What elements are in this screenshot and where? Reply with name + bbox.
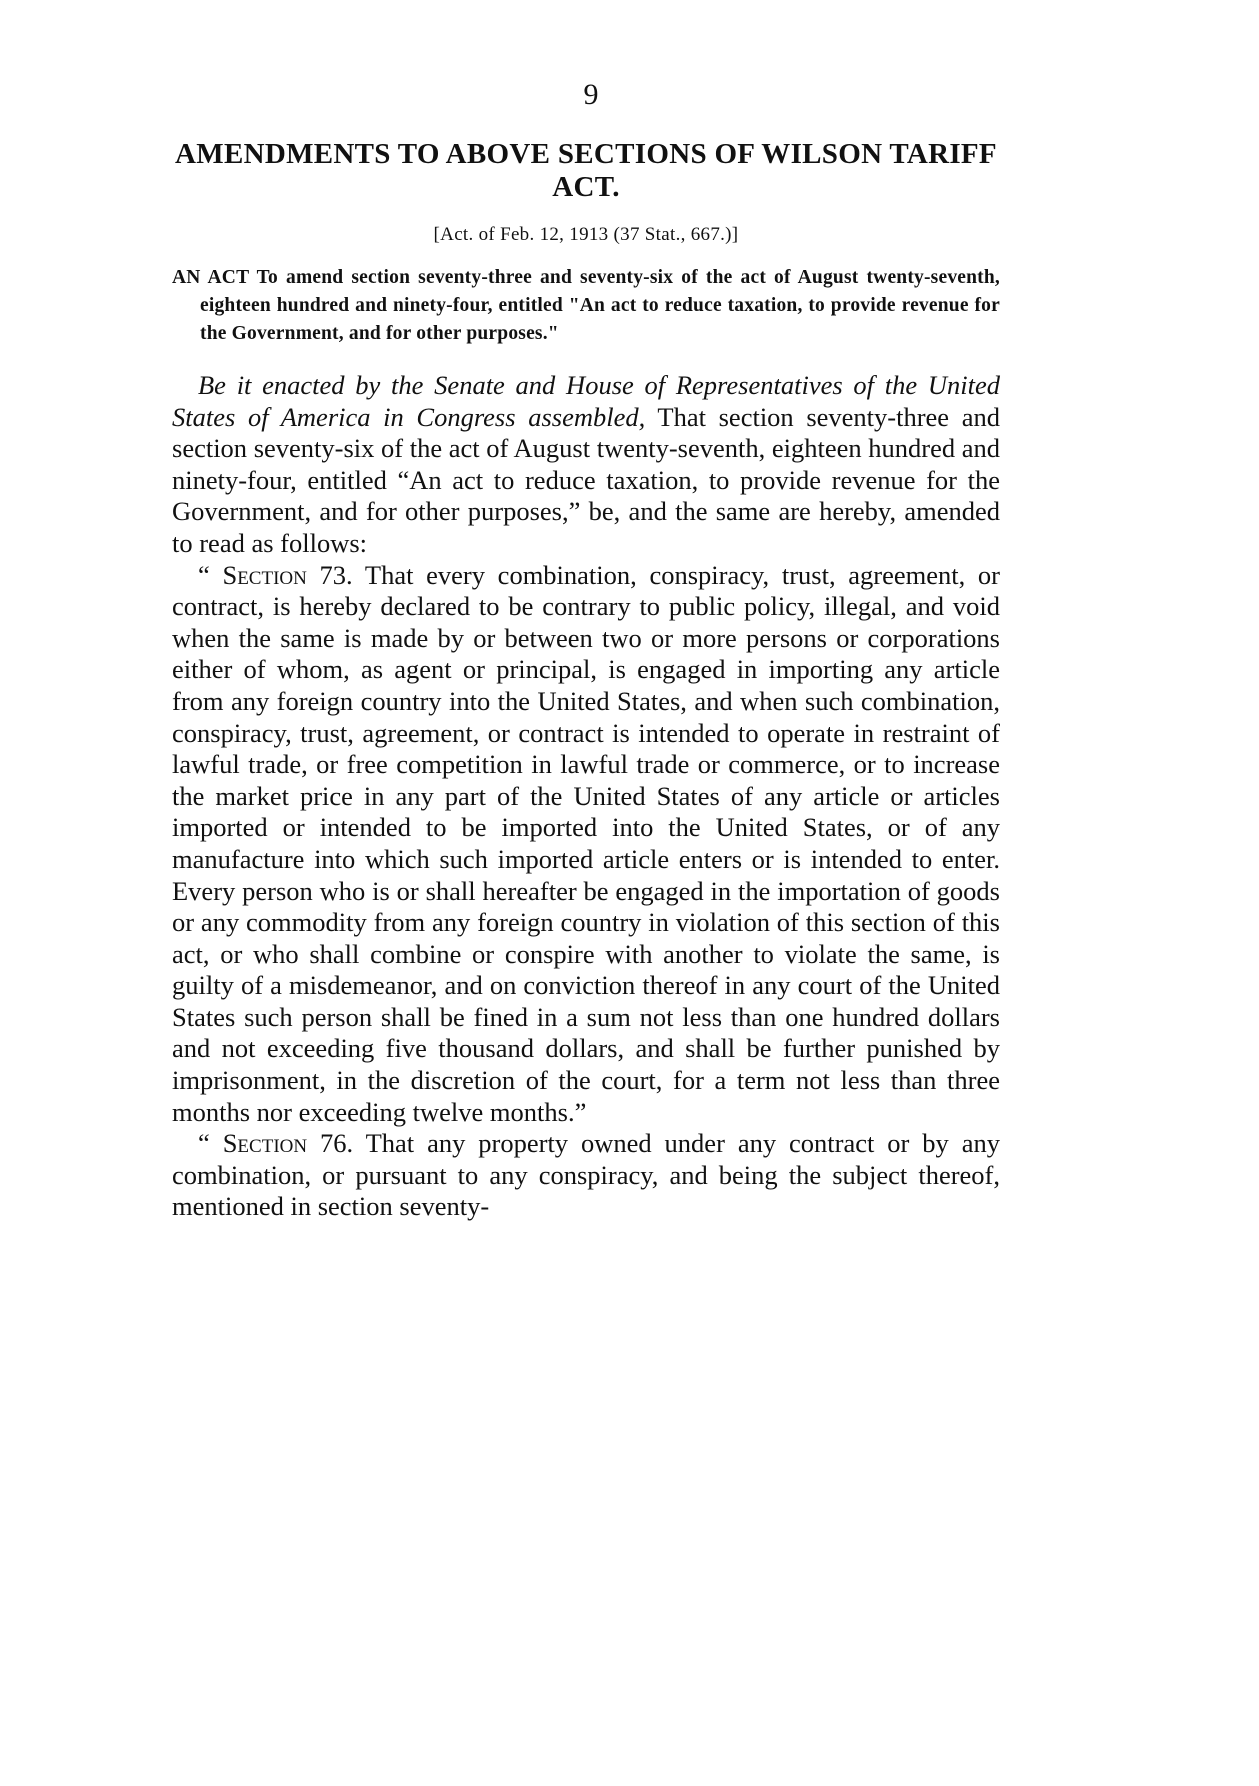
document-page [172,78,1000,1223]
page-number: 9 [583,78,599,111]
page-title [172,138,1000,204]
title-line-2: ACT. [552,171,620,203]
section-73-text: That every combination, conspiracy, trust, agreement, or contract, is hereby declared to be contrary to public policy, illegal, and void when the same is made by or between two or more persons or corporations either of whom, as agent or principal, is engaged in importing any article from any foreign country into the United States, and when such combination, conspiracy, trust, agreement, or contract is intended to operate in restraint of lawful trade, or free competition in lawful trade or commerce, or to increase the market price in any part of the United States of any article or articles imported or intended to be imported into the United States, or of any manufacture into which such imported article enters or is intended to enter. Every person who is or shall hereafter be engaged in the importation of goods or any commodity from any foreign country in violation of this section of this act, or who shall combine or conspire with another to violate the same, is guilty of a misdemeanor, and on conviction thereof in any court of the United States such person shall be fined in a sum not less than one hundred dollars and not exceeding five thousand dollars, and shall be further punished by imprisonment, in the discretion of the court, for a term not less than three months nor exceeding twelve months.” [172,559,1001,1127]
enacting-clause-text: That section seventy-three and section seventy-six of the act of August twenty-seventh, eighteen hundred and ninety-four, entitled “An act to reduce taxation, to provide revenue for the Government, and for other purposes,” be, and the same are hereby, amended to read as follows: [172,401,1000,558]
statute-citation: [Act. of Feb. 12, 1913 (37 Stat., 667.)] [433,224,739,245]
title-line-1: AMENDMENTS TO ABOVE SECTIONS OF WILSON TARIFF [175,138,997,170]
section-76 [172,1128,1000,1223]
enacting-clause [172,370,1000,560]
section-73 [172,560,1000,1129]
act-caption: AN ACT To amend section seventy-three and seventy-six of the act of August twenty-seventh, eighteen hundred and ninety-four, entitled "An act to reduce taxation, to provide revenue for the Government, and for other purposes." [172,267,1000,344]
enacting-clause-italic: Be it enacted by the Senate and House of Representatives of the United States of America in Congress assembled, [172,370,1000,432]
section-73-label: “ Section 73. [198,559,353,590]
section-76-label: “ Section 76. [198,1128,354,1159]
section-76-text: That any property owned under any contract or by any combination, or pursuant to any conspiracy, and being the subject thereof, mentioned in section seventy- [172,1128,1000,1222]
